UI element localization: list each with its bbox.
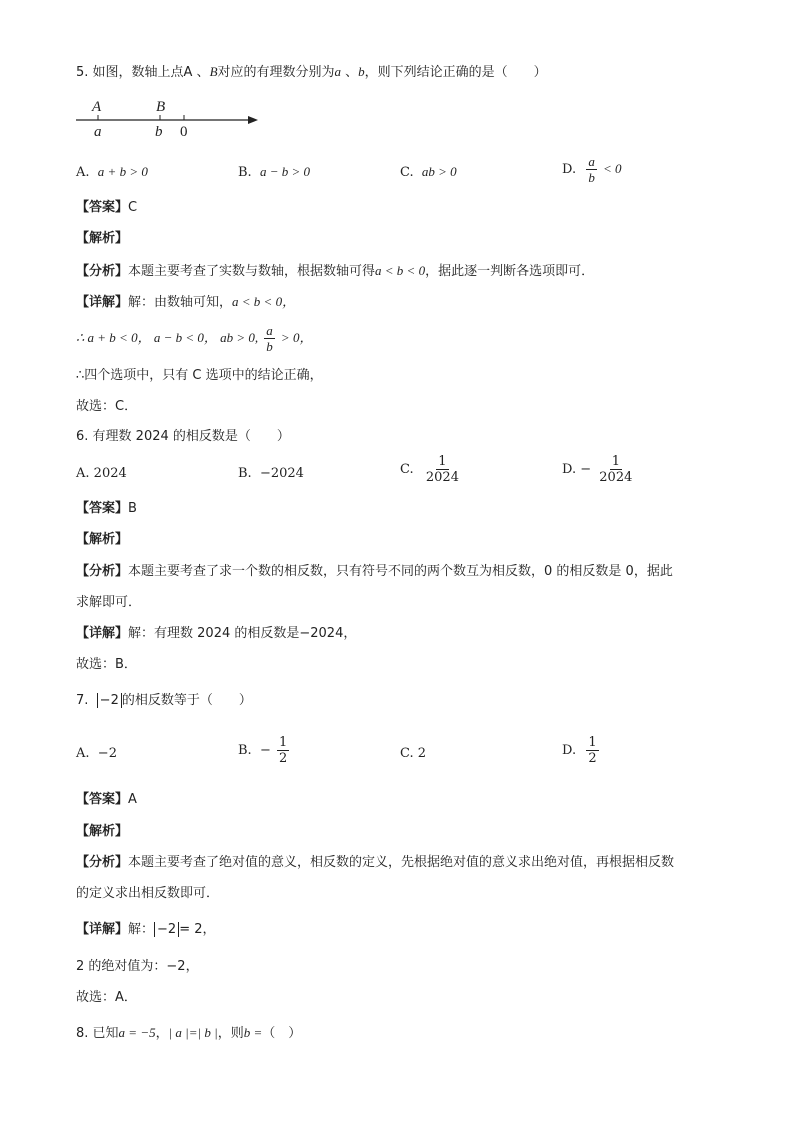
q6-analysis-label: 【解析】	[76, 532, 129, 547]
q5-stem: 5. 如图，数轴上点A 、B对应的有理数分别为a 、b，则下列结论正确的是（ ）	[76, 64, 547, 80]
value-label-0: 0	[180, 124, 188, 140]
q5-conclusion: ∴四个选项中，只有 C 选项中的结论正确，	[76, 368, 323, 383]
fraction: $\frac{1}{2024}$	[425, 454, 459, 485]
q7-analysis-label: 【解析】	[76, 824, 129, 839]
q5-choose: 故选：C．	[76, 399, 138, 414]
q7-option-d: D. $\frac{1}{2}$	[562, 735, 597, 766]
value-label-b: b	[155, 124, 163, 140]
q6-fenxi-line1: 【分析】本题主要考查了求一个数的相反数，只有符号不同的两个数互为相反数，0 的相反数是 0，据此	[76, 564, 673, 579]
q5-option-c: C. ab > 0	[400, 164, 457, 180]
q7-fenxi-line1: 【分析】本题主要考查了绝对值的意义，相反数的定义，先根据绝对值的意义求出绝对值，再根据相反数	[76, 855, 675, 870]
q5-option-d: D. $\frac{a}{b}$ < 0	[562, 154, 622, 185]
number-line-arrow	[248, 116, 258, 124]
value-label-a: a	[94, 124, 102, 140]
point-label-A: A	[92, 99, 102, 115]
q7-option-a: A. −2	[76, 746, 117, 761]
absolute-value: −2	[97, 693, 122, 708]
q8-stem: 8. 已知a = −5，| a |=| b |，则b =（ ）	[76, 1025, 302, 1041]
q5-option-b: B. a − b > 0	[238, 164, 310, 180]
fraction: $\frac{1}{2024}$	[599, 454, 633, 485]
q5-therefore: ∴ a + b < 0， a − b < 0， ab > 0, $\frac{a}{b}$ > 0，	[76, 323, 313, 354]
q6-fenxi-line2: 求解即可．	[76, 595, 142, 610]
q7-choose: 故选：A．	[76, 990, 137, 1005]
absolute-value: −2	[154, 922, 179, 937]
q5-option-a: A. a + b > 0	[76, 164, 148, 180]
q6-choose: 故选：B．	[76, 657, 137, 672]
fraction: $\frac{a}{b}$	[266, 323, 273, 354]
fraction: $\frac{a}{b}$	[588, 154, 595, 185]
q7-answer: 【答案】A	[76, 792, 137, 807]
q7-option-c: C. 2	[400, 746, 427, 761]
q6-option-c: C. $\frac{1}{2024}$	[400, 454, 459, 485]
q7-fenxi-line2: 的定义求出相反数即可．	[76, 886, 220, 901]
q7-detail: 【详解】解： −2 = 2，	[76, 922, 216, 937]
q7-line2: 2 的绝对值为：−2，	[76, 959, 199, 974]
q7-stem: 7. −2 的相反数等于（ ）	[76, 693, 252, 708]
q6-option-a: A. 2024	[76, 466, 127, 481]
q6-answer: 【答案】B	[76, 501, 137, 516]
q5-analysis-label: 【解析】	[76, 231, 129, 246]
fraction: $\frac{1}{2}$	[588, 735, 597, 766]
fraction: $\frac{1}{2}$	[279, 735, 288, 766]
q6-option-b: B. −2024	[238, 466, 304, 481]
q6-option-d: D. − $\frac{1}{2024}$	[562, 454, 633, 485]
q6-detail: 【详解】解：有理数 2024 的相反数是−2024，	[76, 626, 357, 641]
number-line	[72, 94, 272, 140]
q7-option-b: B. − $\frac{1}{2}$	[238, 735, 288, 766]
q5-fenxi: 【分析】本题主要考查了实数与数轴，根据数轴可得a < b < 0，据此逐一判断各选项即可．	[76, 263, 595, 279]
point-label-B: B	[156, 99, 166, 115]
q5-answer: 【答案】C	[76, 200, 138, 215]
q6-stem: 6. 有理数 2024 的相反数是（ ）	[76, 429, 290, 444]
q5-detail: 【详解】解：由数轴可知，a < b < 0，	[76, 294, 296, 310]
